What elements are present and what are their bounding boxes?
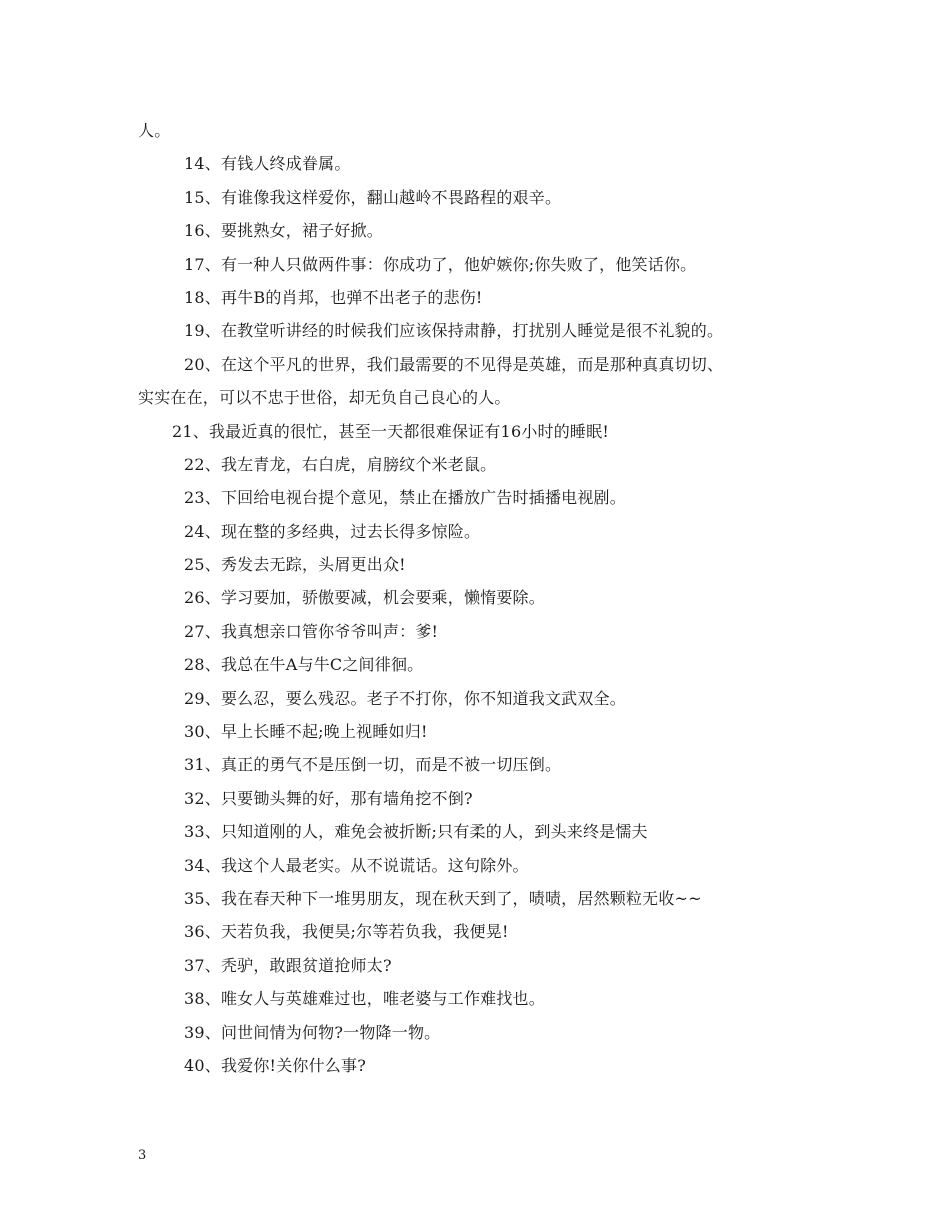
list-item-20-line-1: 20、在这个平凡的世界，我们最需要的不见得是英雄，而是那种真真切切、 (184, 354, 724, 374)
list-item: 29、要么忍，要么残忍。老子不打你，你不知道我文武双全。 (184, 688, 626, 708)
list-item: 14、有钱人终成眷属。 (184, 154, 351, 174)
list-item: 18、再牛B的肖邦，也弹不出老子的悲伤! (184, 287, 483, 307)
continuation-line: 人。 (138, 121, 171, 140)
list-item: 32、只要锄头舞的好，那有墙角挖不倒? (184, 788, 473, 808)
list-item: 15、有谁像我这样爱你，翻山越岭不畏路程的艰辛。 (184, 187, 562, 207)
list-item: 22、我左青龙，右白虎，肩膀纹个米老鼠。 (184, 454, 497, 474)
list-item: 27、我真想亲口管你爷爷叫声：爹! (184, 621, 439, 641)
list-item: 21、我最近真的很忙，甚至一天都很难保证有16小时的睡眠! (172, 421, 609, 441)
list-item: 23、下回给电视台提个意见，禁止在播放广告时插播电视剧。 (184, 488, 626, 508)
list-item: 16、要挑熟女，裙子好掀。 (184, 221, 383, 241)
list-item: 26、学习要加，骄傲要减，机会要乘，懒惰要除。 (184, 588, 545, 608)
list-item: 38、唯女人与英雄难过也，唯老婆与工作难找也。 (184, 989, 545, 1009)
list-item: 25、秀发去无踪，头屑更出众! (184, 555, 406, 575)
list-item: 30、早上长睡不起;晚上视睡如归! (184, 722, 428, 742)
page-number: 3 (138, 1148, 147, 1163)
list-item: 35、我在春天种下一堆男朋友，现在秋天到了，啧啧，居然颗粒无收~~ (184, 888, 702, 908)
list-item: 36、天若负我，我便昊;尔等若负我，我便晃! (184, 922, 509, 942)
list-item: 40、我爱你!关你什么事? (184, 1055, 366, 1075)
list-item: 33、只知道刚的人，难免会被折断;只有柔的人，到头来终是懦夫 (184, 822, 648, 842)
list-item: 39、问世间情为何物?一物降一物。 (184, 1022, 441, 1042)
document-body (138, 114, 818, 1082)
list-item: 28、我总在牛A与牛C之间徘徊。 (184, 655, 424, 675)
list-item: 17、有一种人只做两件事：你成功了，他妒嫉你;你失败了，他笑话你。 (184, 254, 697, 274)
list-item: 34、我这个人最老实。从不说谎话。这句除外。 (184, 855, 529, 875)
list-item: 37、秃驴，敢跟贫道抢师太? (184, 955, 392, 975)
list-item: 19、在教堂听讲经的时候我们应该保持肃静，打扰别人睡觉是很不礼貌的。 (184, 321, 724, 341)
list-item-20-line-2: 实实在在，可以不忠于世俗，却无负自己良心的人。 (138, 388, 511, 408)
list-item: 24、现在整的多经典，过去长得多惊险。 (184, 521, 481, 541)
list-item: 31、真正的勇气不是压倒一切，而是不被一切压倒。 (184, 755, 562, 775)
